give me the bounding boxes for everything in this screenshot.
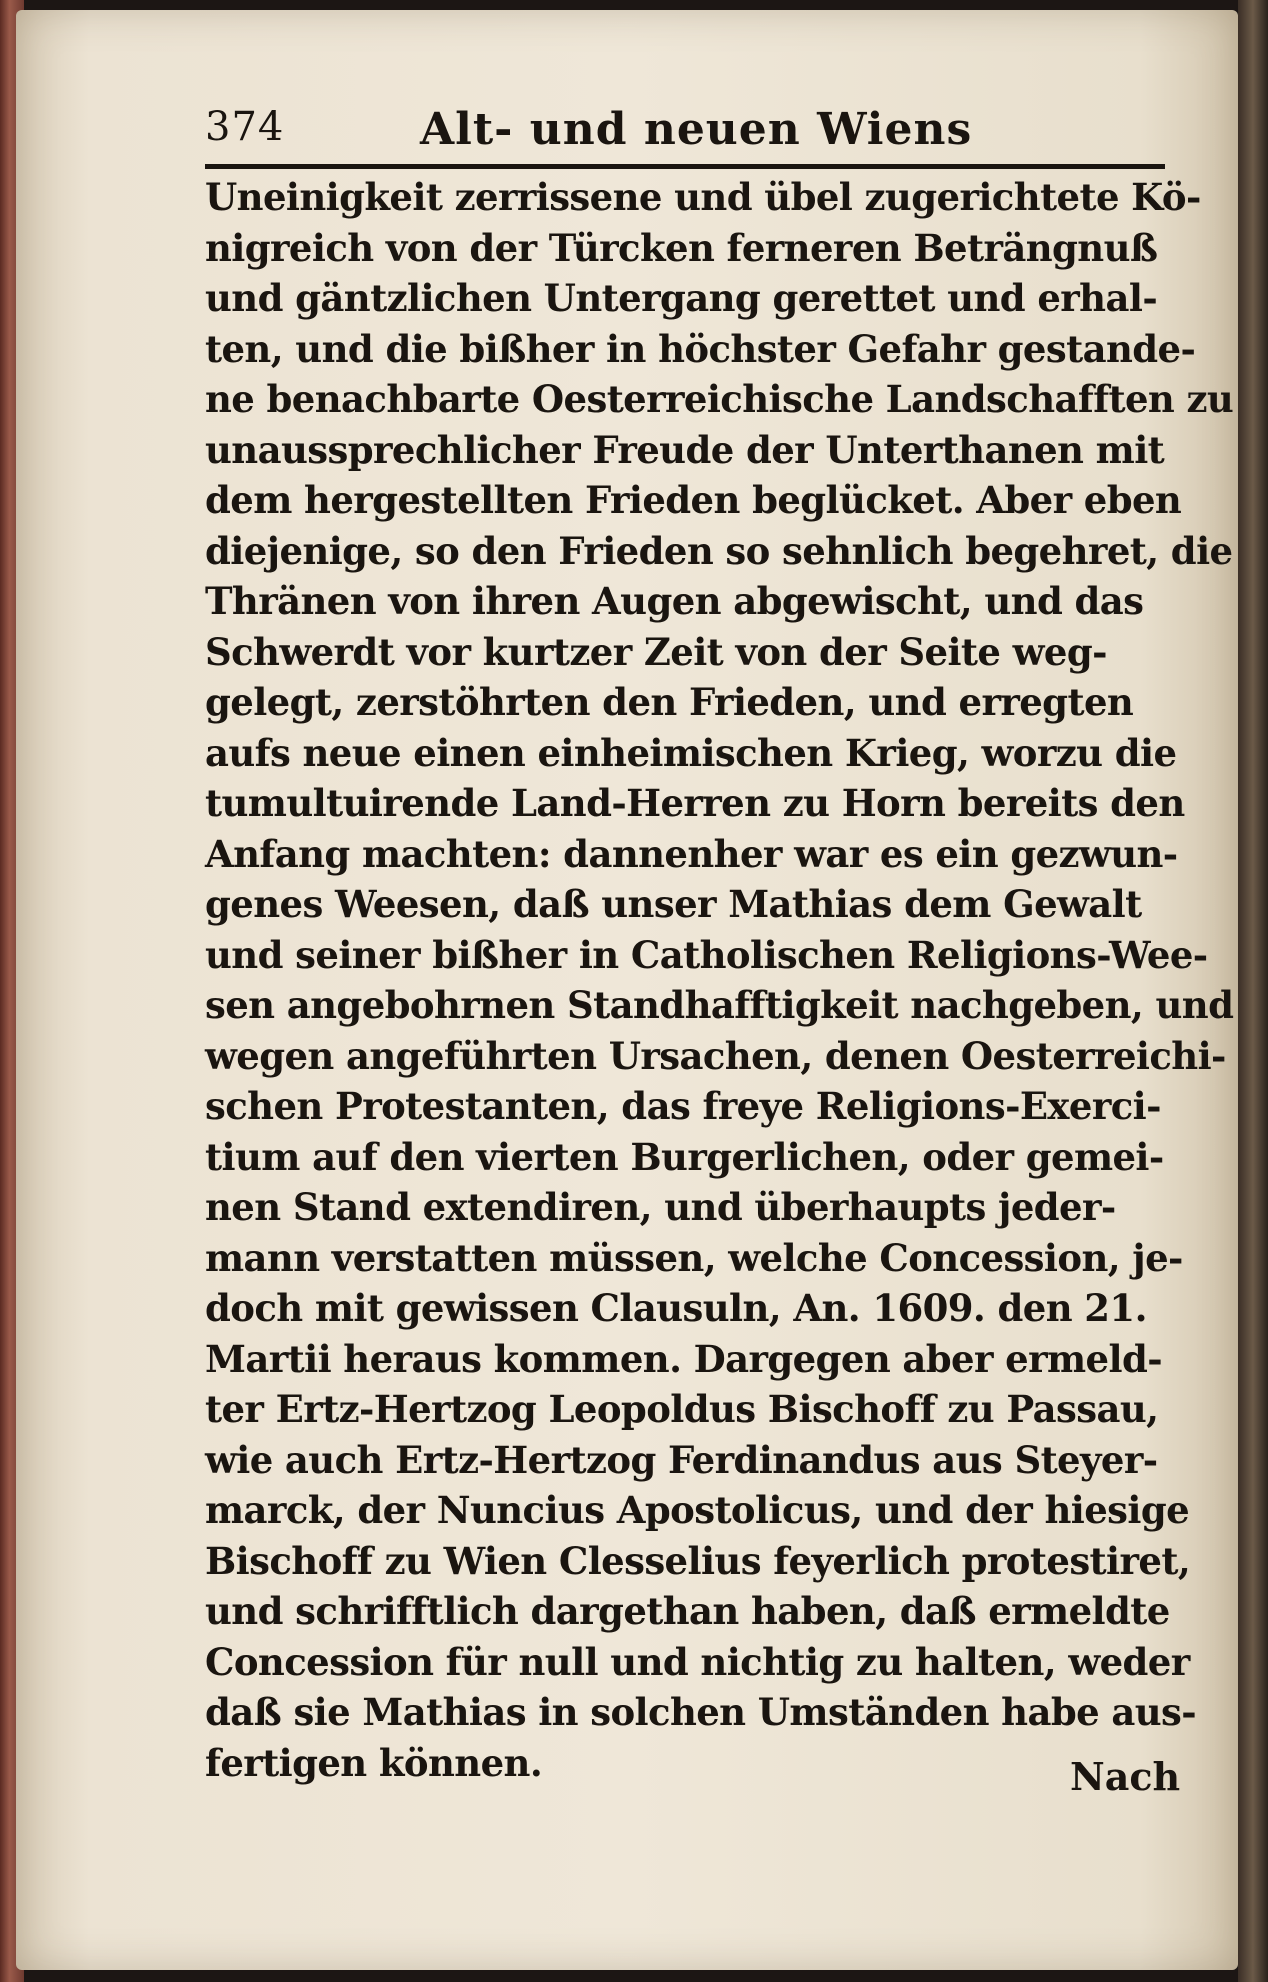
text-line: Concession für null und nichtig zu halten, weder [205, 1639, 1190, 1684]
book-right-edge [1238, 0, 1268, 1982]
text-line: marck, der Nuncius Apostolicus, und der hiesige [205, 1488, 1190, 1532]
text-line: nigreich von der Türcken ferneren Beträngnuß [205, 225, 1158, 270]
text-line: dem hergestellten Frieden beglücket. Aber eben [205, 478, 1182, 522]
header-rule [205, 164, 1165, 169]
text-line: und gäntzlichen Untergang gerettet und erhal- [205, 276, 1158, 320]
text-line: Anfang machten: dannenher war es ein gezwun- [205, 831, 1178, 876]
text-line: ne benachbarte Oesterreichische Landschafften zu [205, 377, 1234, 421]
catchword: Nach [1070, 1754, 1181, 1799]
text-line: Uneinigkeit zerrissene und übel zugerichtete Kö- [205, 175, 1201, 219]
page-number: 374 [205, 104, 285, 150]
text-line: schen Protestanten, das freye Religions-Exerci- [205, 1084, 1161, 1128]
text-line: nen Stand extendiren, und überhaupts jeder- [205, 1185, 1116, 1229]
text-line: Thränen von ihren Augen abgewischt, und das [205, 579, 1144, 623]
text-line: ten, und die bißher in höchster Gefahr gestande- [205, 326, 1196, 371]
text-line: diejenige, so den Frieden so sehnlich begehret, die [205, 528, 1233, 573]
text-line: unaussprechlicher Freude der Unterthanen mit [205, 427, 1165, 472]
text-line: tium auf den vierten Burgerlichen, oder gemei- [205, 1134, 1164, 1179]
page-header [205, 104, 1165, 164]
text-line: mann verstatten müssen, welche Concession, je- [205, 1235, 1183, 1280]
text-line: tumultuirende Land-Herren zu Horn bereits den [205, 781, 1185, 825]
text-line: wegen angeführten Ursachen, denen Oesterreichi- [205, 1033, 1226, 1078]
text-line: sen angebohrnen Standhafftigkeit nachgeben, und [205, 983, 1234, 1027]
text-line: Martii heraus kommen. Dargegen aber ermeld- [205, 1336, 1162, 1381]
text-line: daß sie Mathias in solchen Umständen habe aus- [205, 1690, 1197, 1734]
running-head: Alt- und neuen Wiens [420, 104, 973, 155]
text-line: gelegt, zerstöhrten den Frieden, und erregten [205, 680, 1134, 724]
text-line: doch mit gewissen Clausuln, An. 1609. den 21. [205, 1286, 1147, 1330]
text-line: aufs neue einen einheimischen Krieg, worzu die [205, 730, 1177, 775]
text-line: ter Ertz-Hertzog Leopoldus Bischoff zu Passau, [205, 1387, 1159, 1431]
text-line: und seiner bißher in Catholischen Religions-Wee- [205, 932, 1208, 977]
text-line: fertigen können. [205, 1740, 543, 1785]
text-line: und schrifftlich dargethan haben, daß ermeldte [205, 1589, 1170, 1633]
text-line: Bischoff zu Wien Clesselius feyerlich protestiret, [205, 1538, 1191, 1583]
body-text [205, 172, 1234, 1788]
text-line: wie auch Ertz-Hertzog Ferdinandus aus Steyer- [205, 1437, 1158, 1482]
text-line: genes Weesen, daß unser Mathias dem Gewalt [205, 882, 1142, 926]
text-line: Schwerdt vor kurtzer Zeit von der Seite weg- [205, 629, 1107, 674]
